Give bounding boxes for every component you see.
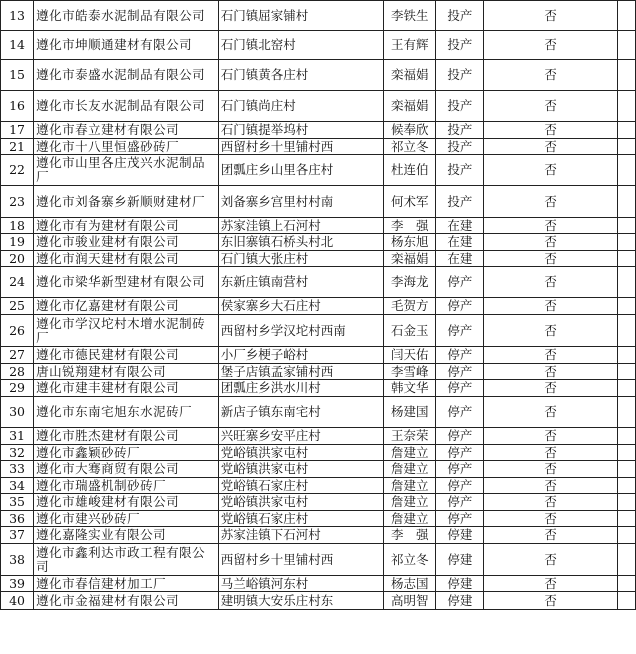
status-cell: 停建 xyxy=(436,576,484,592)
table-row xyxy=(1,592,636,610)
company-name-cell: 遵化市有为建材有限公司 xyxy=(34,218,219,234)
status-cell: 投产 xyxy=(436,155,484,186)
company-name-cell: 遵化市泰盛水泥制品有限公司 xyxy=(34,60,219,91)
empty-cell xyxy=(617,478,635,494)
row-number-cell: 39 xyxy=(1,576,34,592)
table-row xyxy=(1,122,636,139)
contact-person-cell: 闫天佑 xyxy=(384,347,436,364)
address-cell: 侯家寨乡大石庄村 xyxy=(218,298,383,315)
flag-cell: 否 xyxy=(484,31,617,60)
row-number-cell: 16 xyxy=(1,91,34,122)
row-number-cell: 19 xyxy=(1,234,34,251)
address-cell: 石门镇黄各庄村 xyxy=(218,60,383,91)
flag-cell: 否 xyxy=(484,592,617,610)
contact-person-cell: 杨志国 xyxy=(384,576,436,592)
contact-person-cell: 詹建立 xyxy=(384,445,436,461)
table-row xyxy=(1,364,636,380)
flag-cell: 否 xyxy=(484,186,617,218)
contact-person-cell: 詹建立 xyxy=(384,478,436,494)
empty-cell xyxy=(617,31,635,60)
empty-cell xyxy=(617,576,635,592)
empty-cell xyxy=(617,461,635,478)
flag-cell: 否 xyxy=(484,544,617,576)
table-row xyxy=(1,511,636,527)
company-name-cell: 遵化市润天建材有限公司 xyxy=(34,251,219,267)
empty-cell xyxy=(617,494,635,511)
company-name-cell: 遵化市瑞盛机制砂砖厂 xyxy=(34,478,219,494)
company-name-cell: 遵化市建兴砂砖厂 xyxy=(34,511,219,527)
company-name-cell: 遵化市金福建材有限公司 xyxy=(34,592,219,610)
company-name-cell: 遵化市雄峻建材有限公司 xyxy=(34,494,219,511)
flag-cell: 否 xyxy=(484,511,617,527)
company-name-cell: 遵化市梁华新型建材有限公司 xyxy=(34,267,219,298)
address-cell: 西留村乡十里铺村西 xyxy=(218,544,383,576)
status-cell: 停产 xyxy=(436,347,484,364)
status-cell: 投产 xyxy=(436,60,484,91)
status-cell: 停产 xyxy=(436,461,484,478)
contact-person-cell: 詹建立 xyxy=(384,461,436,478)
table-row xyxy=(1,91,636,122)
contact-person-cell: 何术军 xyxy=(384,186,436,218)
status-cell: 投产 xyxy=(436,1,484,31)
company-name-cell: 遵化市德民建材有限公司 xyxy=(34,347,219,364)
empty-cell xyxy=(617,218,635,234)
flag-cell: 否 xyxy=(484,267,617,298)
company-name-cell: 遵化市坤顺通建材有限公司 xyxy=(34,31,219,60)
address-cell: 苏家洼镇下石河村 xyxy=(218,527,383,544)
address-cell: 党峪镇洪家屯村 xyxy=(218,461,383,478)
empty-cell xyxy=(617,364,635,380)
company-name-cell: 遵化市长友水泥制品有限公司 xyxy=(34,91,219,122)
empty-cell xyxy=(617,155,635,186)
address-cell: 石门镇大张庄村 xyxy=(218,251,383,267)
address-cell: 小厂乡梗子峪村 xyxy=(218,347,383,364)
empty-cell xyxy=(617,347,635,364)
status-cell: 停建 xyxy=(436,592,484,610)
table-row xyxy=(1,380,636,397)
company-name-cell: 遵化嘉隆实业有限公司 xyxy=(34,527,219,544)
address-cell: 西留村乡十里铺村西 xyxy=(218,139,383,155)
company-name-cell: 遵化市学汉坨村木增水泥制砖厂 xyxy=(34,315,219,347)
address-cell: 东新庄镇南营村 xyxy=(218,267,383,298)
contact-person-cell: 候奉欣 xyxy=(384,122,436,139)
company-name-cell: 遵化市胜杰建材有限公司 xyxy=(34,428,219,445)
table-row xyxy=(1,60,636,91)
table-row xyxy=(1,218,636,234)
table-row xyxy=(1,494,636,511)
contact-person-cell: 詹建立 xyxy=(384,511,436,527)
flag-cell: 否 xyxy=(484,494,617,511)
status-cell: 停建 xyxy=(436,527,484,544)
address-cell: 石门镇尚庄村 xyxy=(218,91,383,122)
row-number-cell: 30 xyxy=(1,397,34,428)
address-cell: 兴旺寨乡安平庄村 xyxy=(218,428,383,445)
status-cell: 停产 xyxy=(436,478,484,494)
flag-cell: 否 xyxy=(484,445,617,461)
empty-cell xyxy=(617,186,635,218)
table-row xyxy=(1,267,636,298)
company-name-cell: 遵化市亿嘉建材有限公司 xyxy=(34,298,219,315)
contact-person-cell: 祁立冬 xyxy=(384,544,436,576)
contact-person-cell: 李 强 xyxy=(384,218,436,234)
empty-cell xyxy=(617,544,635,576)
address-cell: 党峪镇石家庄村 xyxy=(218,511,383,527)
row-number-cell: 32 xyxy=(1,445,34,461)
table-row xyxy=(1,527,636,544)
flag-cell: 否 xyxy=(484,347,617,364)
address-cell: 堡子店镇孟家铺村西 xyxy=(218,364,383,380)
flag-cell: 否 xyxy=(484,1,617,31)
company-name-cell: 遵化市十八里恒盛砂砖厂 xyxy=(34,139,219,155)
company-name-cell: 遵化市鑫利达市政工程有限公司 xyxy=(34,544,219,576)
flag-cell: 否 xyxy=(484,251,617,267)
row-number-cell: 33 xyxy=(1,461,34,478)
flag-cell: 否 xyxy=(484,91,617,122)
company-name-cell: 遵化市春信建材加工厂 xyxy=(34,576,219,592)
row-number-cell: 21 xyxy=(1,139,34,155)
flag-cell: 否 xyxy=(484,298,617,315)
empty-cell xyxy=(617,91,635,122)
address-cell: 西留村乡学汉坨村西南 xyxy=(218,315,383,347)
contact-person-cell: 杨建国 xyxy=(384,397,436,428)
status-cell: 停产 xyxy=(436,298,484,315)
flag-cell: 否 xyxy=(484,461,617,478)
company-name-cell: 遵化市建丰建材有限公司 xyxy=(34,380,219,397)
row-number-cell: 13 xyxy=(1,1,34,31)
address-cell: 党峪镇洪家屯村 xyxy=(218,494,383,511)
table-row xyxy=(1,461,636,478)
flag-cell: 否 xyxy=(484,139,617,155)
status-cell: 在建 xyxy=(436,234,484,251)
contact-person-cell: 栾福娟 xyxy=(384,91,436,122)
status-cell: 停产 xyxy=(436,494,484,511)
company-name-cell: 遵化市刘备寨乡新顺财建材厂 xyxy=(34,186,219,218)
flag-cell: 否 xyxy=(484,576,617,592)
company-name-cell: 遵化市山里各庄茂兴水泥制品厂 xyxy=(34,155,219,186)
empty-cell xyxy=(617,592,635,610)
table-row xyxy=(1,155,636,186)
address-cell: 石门镇北窑村 xyxy=(218,31,383,60)
row-number-cell: 20 xyxy=(1,251,34,267)
table-body xyxy=(1,1,636,610)
row-number-cell: 35 xyxy=(1,494,34,511)
empty-cell xyxy=(617,315,635,347)
empty-cell xyxy=(617,60,635,91)
row-number-cell: 25 xyxy=(1,298,34,315)
table-row xyxy=(1,397,636,428)
address-cell: 建明镇大安乐庄村东 xyxy=(218,592,383,610)
flag-cell: 否 xyxy=(484,397,617,428)
table-row xyxy=(1,1,636,31)
row-number-cell: 14 xyxy=(1,31,34,60)
address-cell: 石门镇提举坞村 xyxy=(218,122,383,139)
empty-cell xyxy=(617,397,635,428)
contact-person-cell: 石金玉 xyxy=(384,315,436,347)
status-cell: 投产 xyxy=(436,186,484,218)
contact-person-cell: 高明智 xyxy=(384,592,436,610)
status-cell: 停产 xyxy=(436,267,484,298)
address-cell: 石门镇屈家铺村 xyxy=(218,1,383,31)
company-name-cell: 遵化市骏业建材有限公司 xyxy=(34,234,219,251)
table-row xyxy=(1,139,636,155)
table-row xyxy=(1,298,636,315)
company-name-cell: 遵化市鑫颖砂砖厂 xyxy=(34,445,219,461)
table-row xyxy=(1,251,636,267)
row-number-cell: 28 xyxy=(1,364,34,380)
empty-cell xyxy=(617,380,635,397)
table-row xyxy=(1,31,636,60)
empty-cell xyxy=(617,298,635,315)
contact-person-cell: 李雪峰 xyxy=(384,364,436,380)
contact-person-cell: 詹建立 xyxy=(384,494,436,511)
flag-cell: 否 xyxy=(484,60,617,91)
empty-cell xyxy=(617,234,635,251)
row-number-cell: 15 xyxy=(1,60,34,91)
row-number-cell: 24 xyxy=(1,267,34,298)
row-number-cell: 38 xyxy=(1,544,34,576)
status-cell: 投产 xyxy=(436,31,484,60)
row-number-cell: 27 xyxy=(1,347,34,364)
flag-cell: 否 xyxy=(484,234,617,251)
table-row xyxy=(1,428,636,445)
status-cell: 停产 xyxy=(436,315,484,347)
address-cell: 新店子镇东南宅村 xyxy=(218,397,383,428)
flag-cell: 否 xyxy=(484,155,617,186)
company-name-cell: 遵化市皓泰水泥制品有限公司 xyxy=(34,1,219,31)
row-number-cell: 40 xyxy=(1,592,34,610)
flag-cell: 否 xyxy=(484,478,617,494)
table-row xyxy=(1,445,636,461)
address-cell: 马兰峪镇河东村 xyxy=(218,576,383,592)
flag-cell: 否 xyxy=(484,428,617,445)
flag-cell: 否 xyxy=(484,315,617,347)
status-cell: 停产 xyxy=(436,511,484,527)
empty-cell xyxy=(617,251,635,267)
status-cell: 在建 xyxy=(436,251,484,267)
table-row xyxy=(1,186,636,218)
table-row xyxy=(1,478,636,494)
status-cell: 投产 xyxy=(436,91,484,122)
status-cell: 在建 xyxy=(436,218,484,234)
table-row xyxy=(1,544,636,576)
row-number-cell: 34 xyxy=(1,478,34,494)
contact-person-cell: 杜连伯 xyxy=(384,155,436,186)
address-cell: 党峪镇石家庄村 xyxy=(218,478,383,494)
empty-cell xyxy=(617,122,635,139)
empty-cell xyxy=(617,527,635,544)
flag-cell: 否 xyxy=(484,527,617,544)
flag-cell: 否 xyxy=(484,380,617,397)
empty-cell xyxy=(617,139,635,155)
empty-cell xyxy=(617,511,635,527)
empty-cell xyxy=(617,1,635,31)
status-cell: 停建 xyxy=(436,544,484,576)
status-cell: 投产 xyxy=(436,139,484,155)
status-cell: 停产 xyxy=(436,364,484,380)
status-cell: 停产 xyxy=(436,428,484,445)
table-row xyxy=(1,576,636,592)
table-row xyxy=(1,315,636,347)
row-number-cell: 18 xyxy=(1,218,34,234)
status-cell: 停产 xyxy=(436,380,484,397)
row-number-cell: 17 xyxy=(1,122,34,139)
row-number-cell: 26 xyxy=(1,315,34,347)
contact-person-cell: 李海龙 xyxy=(384,267,436,298)
company-name-cell: 唐山锐翔建材有限公司 xyxy=(34,364,219,380)
contact-person-cell: 王奈荣 xyxy=(384,428,436,445)
row-number-cell: 31 xyxy=(1,428,34,445)
table-row xyxy=(1,234,636,251)
empty-cell xyxy=(617,445,635,461)
contact-person-cell: 韩文华 xyxy=(384,380,436,397)
contact-person-cell: 毛贺方 xyxy=(384,298,436,315)
address-cell: 刘备寨乡宫里村村南 xyxy=(218,186,383,218)
contact-person-cell: 栾福娟 xyxy=(384,60,436,91)
status-cell: 停产 xyxy=(436,397,484,428)
address-cell: 苏家洼镇上石河村 xyxy=(218,218,383,234)
row-number-cell: 36 xyxy=(1,511,34,527)
row-number-cell: 29 xyxy=(1,380,34,397)
contact-person-cell: 栾福娟 xyxy=(384,251,436,267)
flag-cell: 否 xyxy=(484,218,617,234)
company-name-cell: 遵化市大骞商贸有限公司 xyxy=(34,461,219,478)
flag-cell: 否 xyxy=(484,364,617,380)
contact-person-cell: 李铁生 xyxy=(384,1,436,31)
contact-person-cell: 祁立冬 xyxy=(384,139,436,155)
company-name-cell: 遵化市东南宅旭东水泥砖厂 xyxy=(34,397,219,428)
row-number-cell: 37 xyxy=(1,527,34,544)
contact-person-cell: 李 强 xyxy=(384,527,436,544)
address-cell: 东旧寨镇石桥头村北 xyxy=(218,234,383,251)
status-cell: 停产 xyxy=(436,445,484,461)
flag-cell: 否 xyxy=(484,122,617,139)
row-number-cell: 22 xyxy=(1,155,34,186)
table-row xyxy=(1,347,636,364)
row-number-cell: 23 xyxy=(1,186,34,218)
address-cell: 党峪镇洪家屯村 xyxy=(218,445,383,461)
address-cell: 团瓢庄乡洪水川村 xyxy=(218,380,383,397)
address-cell: 团瓢庄乡山里各庄村 xyxy=(218,155,383,186)
contact-person-cell: 杨东旭 xyxy=(384,234,436,251)
empty-cell xyxy=(617,428,635,445)
empty-cell xyxy=(617,267,635,298)
status-cell: 投产 xyxy=(436,122,484,139)
contact-person-cell: 王有辉 xyxy=(384,31,436,60)
company-name-cell: 遵化市春立建材有限公司 xyxy=(34,122,219,139)
